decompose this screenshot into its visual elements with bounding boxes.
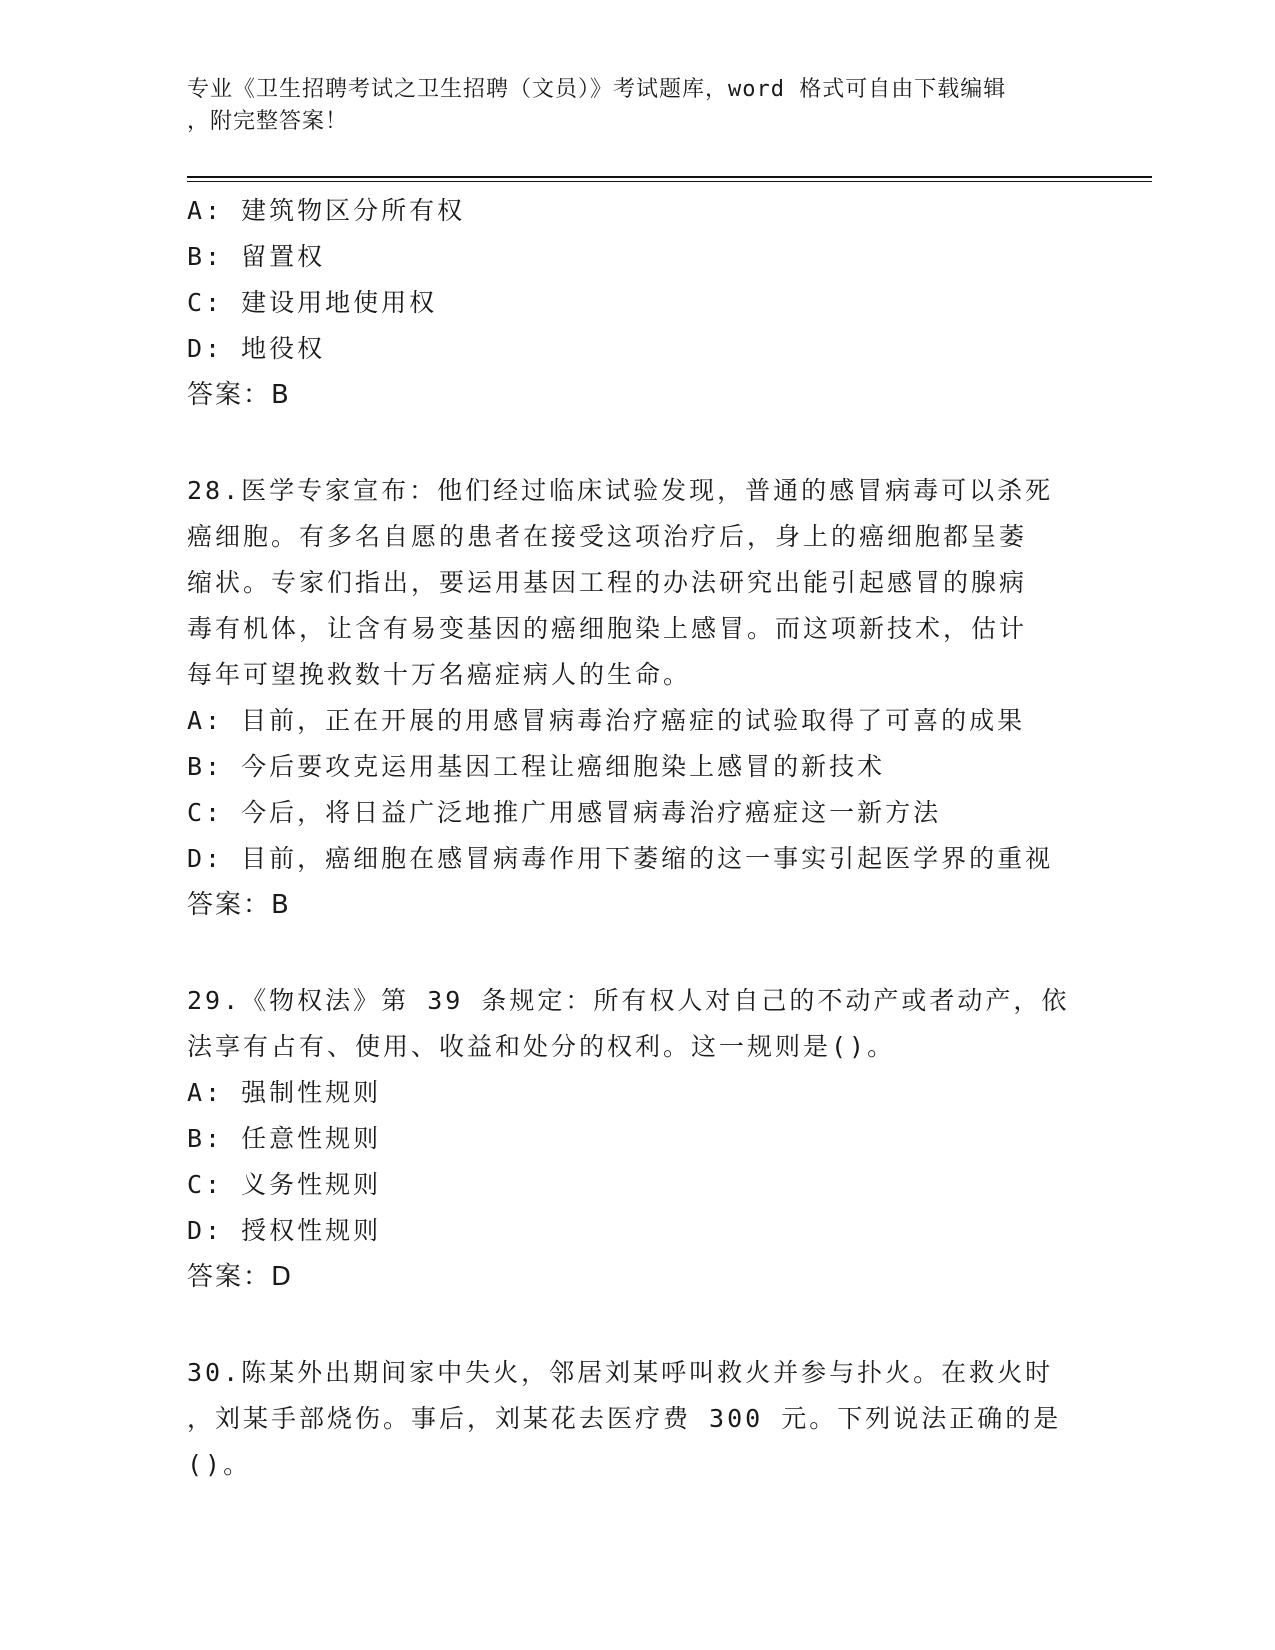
option-a: A: 强制性规则 (187, 1078, 382, 1107)
answer: 答案：B (187, 890, 291, 920)
question-stem-line: 毒有机体，让含有易变基因的癌细胞染上感冒。而这项新技术，估计 (187, 614, 1028, 643)
question-stem-line: ，刘某手部烧伤。事后，刘某花去医疗费 300 元。下列说法正确的是 (187, 1404, 1062, 1433)
header-line-1: 专业《卫生招聘考试之卫生招聘（文员）》考试题库，word 格式可自由下载编辑 (187, 77, 1007, 102)
question-29 (187, 978, 1087, 1300)
question-stem-line: 法享有占有、使用、收益和处分的权利。这一规则是()。 (187, 1032, 896, 1061)
question-28 (187, 468, 1087, 928)
question-stem-line: 28.医学专家宣布：他们经过临床试验发现，普通的感冒病毒可以杀死 (187, 476, 1054, 505)
header-divider (187, 176, 1152, 182)
document-header (187, 74, 1067, 138)
answer: 答案：B (187, 380, 291, 410)
option-c: C: 建设用地使用权 (187, 288, 438, 317)
question-27 (187, 188, 1087, 418)
header-line-2: ，附完整答案！ (187, 109, 349, 134)
option-b: B: 任意性规则 (187, 1124, 382, 1153)
question-30 (187, 1350, 1087, 1488)
spacer (187, 928, 1087, 978)
question-stem-line: 癌细胞。有多名自愿的患者在接受这项治疗后，身上的癌细胞都呈萎 (187, 522, 1028, 551)
question-stem-line: 每年可望挽救数十万名癌症病人的生命。 (187, 660, 692, 689)
option-d: D: 授权性规则 (187, 1216, 382, 1245)
spacer (187, 418, 1087, 468)
question-stem-line: 29.《物权法》第 39 条规定：所有权人对自己的不动产或者动产，依 (187, 986, 1070, 1015)
option-b: B: 今后要攻克运用基因工程让癌细胞染上感冒的新技术 (187, 752, 886, 781)
option-c: C: 义务性规则 (187, 1170, 382, 1199)
option-a: A: 目前，正在开展的用感冒病毒治疗癌症的试验取得了可喜的成果 (187, 706, 1026, 735)
option-a: A: 建筑物区分所有权 (187, 196, 466, 225)
option-b: B: 留置权 (187, 242, 326, 271)
option-d: D: 地役权 (187, 334, 326, 363)
question-stem-line: 缩状。专家们指出，要运用基因工程的办法研究出能引起感冒的腺病 (187, 568, 1028, 597)
answer: 答案：D (187, 1262, 294, 1292)
spacer (187, 1300, 1087, 1350)
option-c: C: 今后，将日益广泛地推广用感冒病毒治疗癌症这一新方法 (187, 798, 942, 827)
question-stem-line: ()。 (187, 1450, 252, 1479)
option-d: D: 目前，癌细胞在感冒病毒作用下萎缩的这一事实引起医学界的重视 (187, 844, 1054, 873)
question-stem-line: 30.陈某外出期间家中失火，邻居刘某呼叫救火并参与扑火。在救火时 (187, 1358, 1054, 1387)
question-list (187, 188, 1087, 1488)
